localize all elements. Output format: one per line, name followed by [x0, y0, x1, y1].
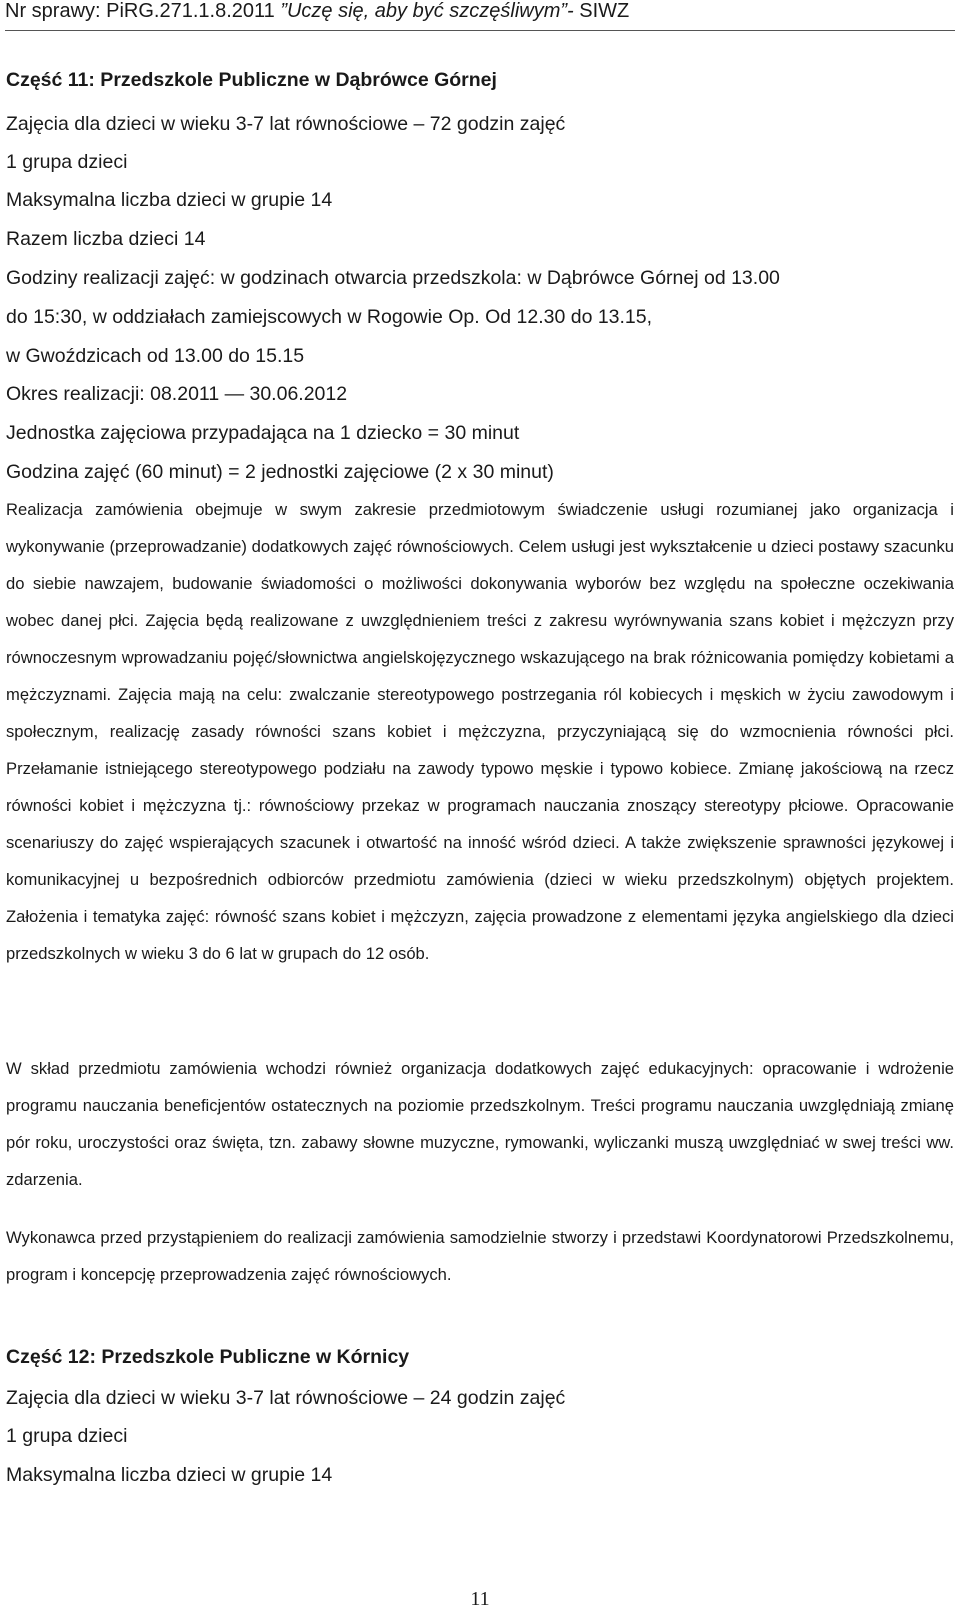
part-12-title: Część 12: Przedszkole Publiczne w Kórnicy [6, 1346, 410, 1368]
part-11-additional-scope: W skład przedmiotu zamówienia wchodzi również organizacja dodatkowych zajęć edukacyjnych: opracowanie i wdrożenie programu nauczania beneficjentów ostatecznych na poziomie przedszkolnym. Treści programu nauczania uwzględniają zmianę pór roku, uroczystości oraz święta, tzn. zabawy słowne muzyczne, rymowanki, wyliczanki muszą uwzględniać w swej treści ww. zdarzenia. [6, 1059, 954, 1189]
project-name: ”Uczę się, aby być szczęśliwym”- [280, 0, 574, 22]
page-number: 11 [470, 1588, 490, 1610]
part-12-max-children: Maksymalna liczba dzieci w grupie 14 [6, 1464, 333, 1486]
doc-type: SIWZ [579, 0, 630, 22]
case-number: Nr sprawy: PiRG.271.1.8.2011 [5, 0, 275, 22]
part-11-groups: 1 grupa dzieci [6, 151, 128, 173]
part-11-title: Część 11: Przedszkole Publiczne w Dąbrówce Górnej [6, 69, 497, 91]
part-11-hours-line-1: Godziny realizacji zajęć: w godzinach otwarcia przedszkola: w Dąbrówce Górnej od 13.00 [6, 267, 780, 289]
part-11-hours-line-2: do 15:30, w oddziałach zamiejscowych w Rogowie Op. Od 12.30 do 13.15, [6, 306, 653, 328]
part-11-hours-total: Zajęcia dla dzieci w wieku 3-7 lat równościowe – 72 godzin zajęć [6, 113, 566, 135]
part-11-contractor-obligation: Wykonawca przed przystąpieniem do realizacji zamówienia samodzielnie stworzy i przedstawi Koordynatorowi Przedszkolnemu, program i koncepcję przeprowadzenia zajęć równościowych. [6, 1228, 954, 1284]
part-12-groups: 1 grupa dzieci [6, 1425, 128, 1447]
part-11-description: Realizacja zamówienia obejmuje w swym zakresie przedmiotowym świadczenie usługi rozumianej jako organizacja i wykonywanie (przeprowadzanie) dodatkowych zajęć równościowych. Celem usługi jest wykształcenie u dzieci postawy szacunku do siebie nawzajem, budowanie świadomości o możliwości dokonywania wyborów bez względu na społeczne oczekiwania wobec danej płci. Zajęcia będą realizowane z uwzględnieniem treści z zakresu wyrównywania szans kobiet i mężczyzn przy równoczesnym wprowadzaniu pojęć/słownictwa angielskojęzycznego wskazującego na brak różnicowania pomiędzy kobietami a mężczyznami. Zajęcia mają na celu: zwalczanie stereotypowego postrzegania ról kobiecych i męskich w życiu zawodowym i społecznym, realizację zasady równości szans kobiet i mężczyzna, przyczyniającą się do wzmocnienia równości płci. Przełamanie istniejącego stereotypowego podziału na zawody typowo męskie i typowo kobiece. Zmianę jakościową na rzecz równości kobiet i mężczyzna tj.: równościowy przekaz w programach nauczania znoszący stereotypy płciowe. Opracowanie scenariuszy do zajęć wspierających szacunek i otwartość na inność wśród dzieci. A także zwiększenie sprawności językowej i komunikacyjnej u bezpośrednich odbiorców przedmiotu zamówienia (dzieci w wieku przedszkolnym) objętych projektem. Założenia i tematyka zajęć: równość szans kobiet i mężczyzn, zajęcia prowadzone z elementami języka angielskiego dla dzieci przedszkolnych w wieku 3 do 6 lat w grupach do 12 osób. [6, 500, 954, 963]
part-11-max-children: Maksymalna liczba dzieci w grupie 14 [6, 189, 333, 211]
part-11-unit-definition: Jednostka zajęciowa przypadająca na 1 dziecko = 30 minut [6, 422, 520, 444]
part-11-total-children: Razem liczba dzieci 14 [6, 228, 206, 250]
part-12-hours-total: Zajęcia dla dzieci w wieku 3-7 lat równościowe – 24 godzin zajęć [6, 1387, 566, 1409]
part-11-hours-line-3: w Gwoździcach od 13.00 do 15.15 [6, 345, 305, 367]
part-11-period: Okres realizacji: 08.2011 — 30.06.2012 [6, 383, 348, 405]
part-11-hour-definition: Godzina zajęć (60 minut) = 2 jednostki zajęciowe (2 x 30 minut) [6, 461, 554, 483]
page-header [5, 0, 955, 31]
